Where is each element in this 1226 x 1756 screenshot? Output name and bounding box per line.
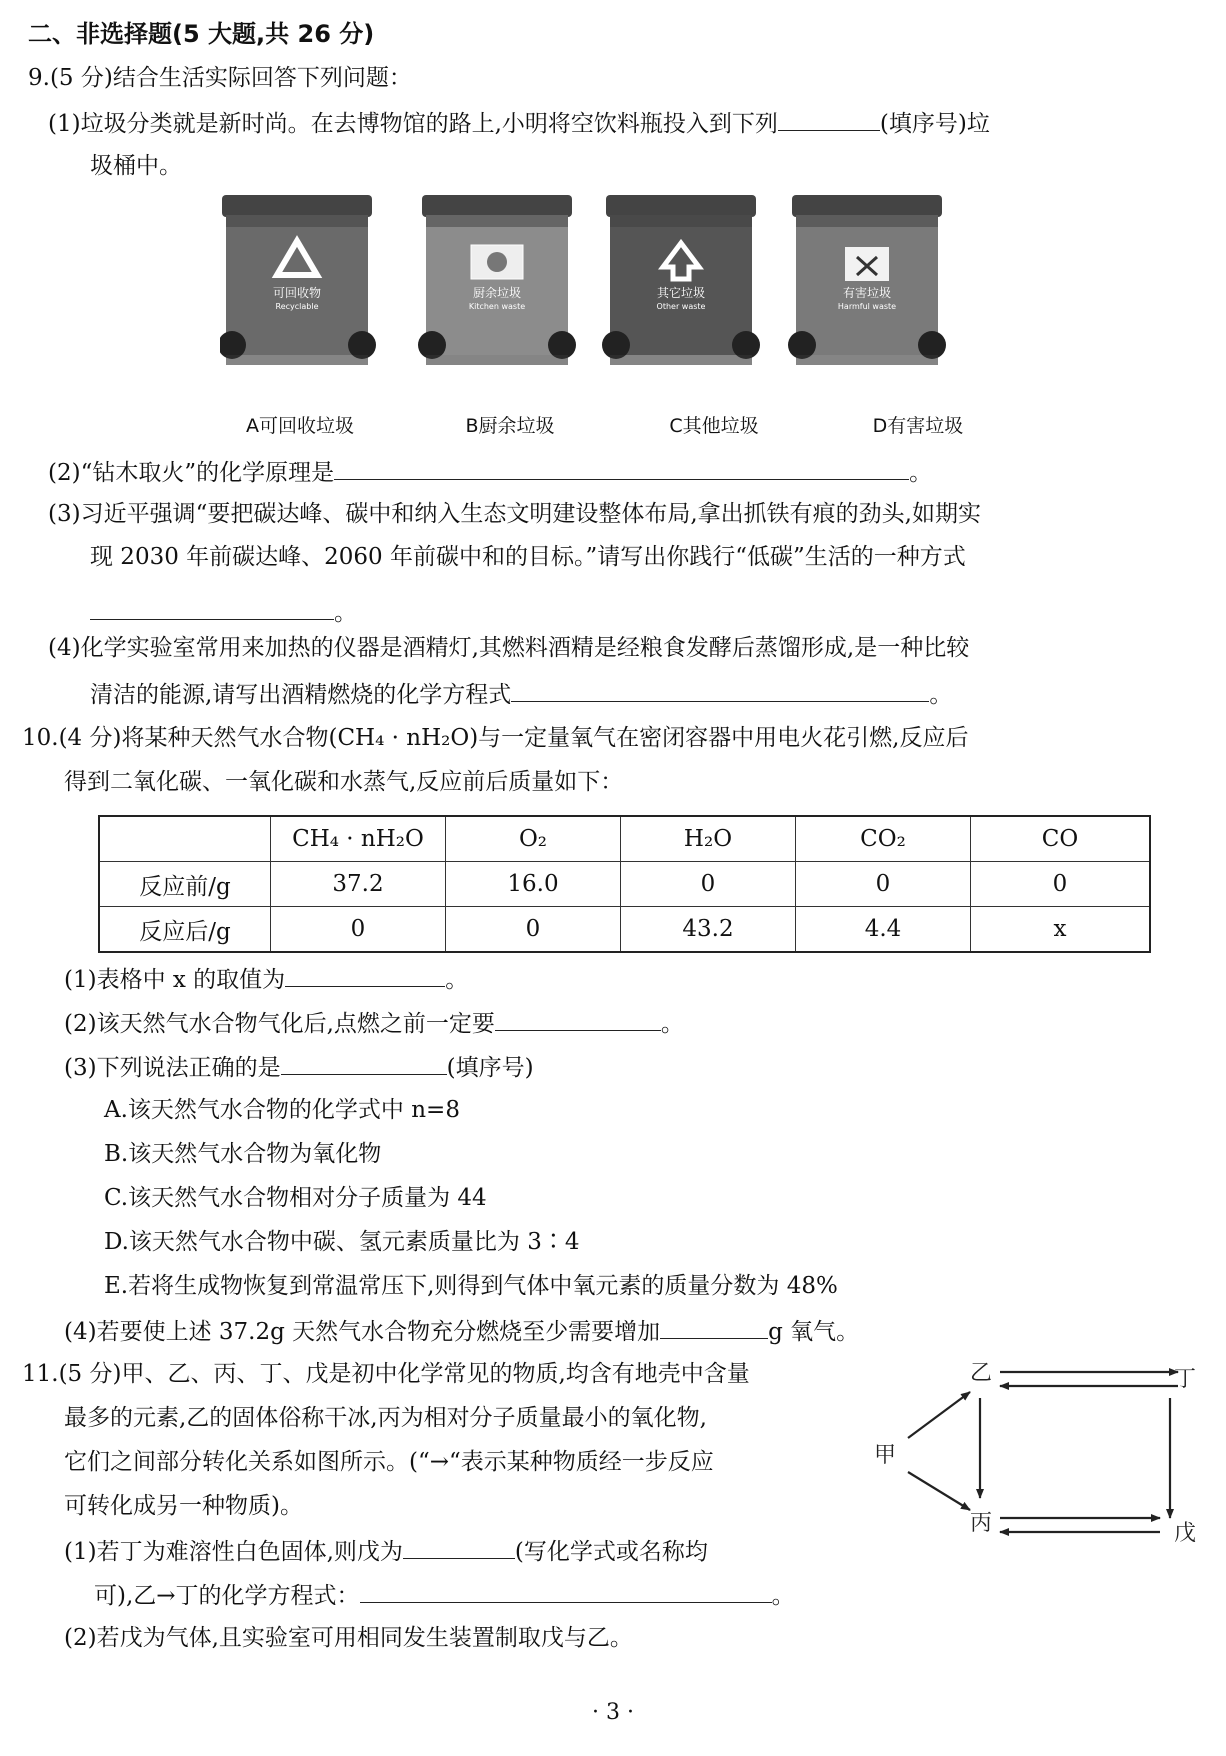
table-cell: 16.0 (446, 862, 621, 907)
table-cell: 0 (271, 907, 446, 953)
node-yi: 乙 (970, 1361, 993, 1386)
punct: 。 (445, 967, 469, 993)
option-a: A.该天然气水合物的化学式中 n=8 (104, 1097, 460, 1123)
q9-part1 (48, 106, 990, 140)
option-d: D.该天然气水合物中碳、氢元素质量比为 3∶4 (104, 1229, 580, 1255)
table-cell: 0 (446, 907, 621, 953)
q11-part2: (2)若戊为气体,且实验室可用相同发生装置制取戊与乙。 (64, 1625, 633, 1651)
option-c: C.该天然气水合物相对分子质量为 44 (104, 1185, 487, 1211)
node-bing: 丙 (970, 1511, 993, 1536)
q11-stem-line2: 最多的元素,乙的固体俗称干冰,丙为相对分子质量最小的氧化物, (64, 1405, 707, 1431)
q11-part1-text: (1)若丁为难溶性白色固体,则戊为 (64, 1539, 403, 1565)
q11-part1-line1 (64, 1534, 708, 1568)
table-cell: 37.2 (271, 862, 446, 907)
bin-sign-text: 其它垃圾 (656, 286, 706, 300)
table-header-cell: CH₄ · nH₂O (271, 816, 446, 862)
q11-stem-line1: 11.(5 分)甲、乙、丙、丁、戊是初中化学常见的物质,均含有地壳中含量 (22, 1361, 750, 1387)
answer-blank[interactable] (90, 595, 334, 620)
answer-blank[interactable] (403, 1534, 515, 1559)
q10-part1-text: (1)表格中 x 的取值为 (64, 967, 286, 993)
q9-part1-text: (1)垃圾分类就是新时尚。在去博物馆的路上,小明将空饮料瓶投入到下列 (48, 111, 778, 137)
bin-sign-text-en: Harmful waste (837, 302, 897, 311)
harmful-waste-icon (845, 247, 889, 281)
node-wu: 戊 (1174, 1521, 1197, 1546)
arrow-jia-to-bing (908, 1472, 970, 1510)
bin-sign-text-en: Recyclable (275, 302, 319, 311)
reaction-mass-table (98, 815, 1151, 953)
bin-sign-text-en: Other waste (656, 302, 706, 311)
q9-part3-line3 (90, 595, 357, 629)
table-row (99, 907, 1150, 953)
garbage-bin-d (788, 195, 946, 365)
q10-part4-unit: g 氧气。 (768, 1319, 860, 1345)
bin-sign-text: 厨余垃圾 (472, 286, 522, 300)
table-cell: 反应后/g (99, 907, 271, 953)
garbage-bin-b (418, 195, 576, 365)
table-header-cell: CO₂ (796, 816, 971, 862)
q11-part1-hint: (写化学式或名称均 (514, 1539, 708, 1565)
q9-part4-line1: (4)化学实验室常用来加热的仪器是酒精灯,其燃料酒精是经粮食发酵后蒸馏形成,是一种比较 (48, 635, 970, 661)
table-header-cell: O₂ (446, 816, 621, 862)
q9-part4-line2 (90, 677, 952, 711)
table-header-cell (99, 816, 271, 862)
q10-part4-text: (4)若要使上述 37.2g 天然气水合物充分燃烧至少需要增加 (64, 1319, 661, 1345)
table-row (99, 862, 1150, 907)
punct: 。 (771, 1583, 795, 1609)
answer-blank[interactable] (281, 1050, 447, 1075)
bin-label-b: B厨余垃圾 (465, 415, 555, 437)
table-cell: 0 (621, 862, 796, 907)
q10-part3-hint: (填序号) (446, 1055, 534, 1081)
table-cell: 4.4 (796, 907, 971, 953)
bin-sign-text-en: Kitchen waste (468, 302, 526, 311)
option-e: E.若将生成物恢复到常温常压下,则得到气体中氧元素的质量分数为 48% (104, 1273, 838, 1299)
answer-blank[interactable] (360, 1578, 772, 1603)
node-ding: 丁 (1174, 1367, 1197, 1392)
q10-stem-line2: 得到二氧化碳、一氧化碳和水蒸气,反应前后质量如下： (64, 769, 624, 795)
answer-blank[interactable] (285, 962, 445, 987)
bin-label-c: C其他垃圾 (669, 415, 759, 437)
table-header-row (99, 816, 1150, 862)
garbage-bin-a (220, 195, 376, 365)
q11-part1-line2 (94, 1578, 795, 1612)
q9-part3-line2: 现 2030 年前碳达峰、2060 年前碳中和的目标。”请写出你践行“低碳”生活的一种方式 (90, 544, 966, 570)
table-cell: 43.2 (621, 907, 796, 953)
punct: 。 (660, 1011, 684, 1037)
q10-part3 (64, 1050, 534, 1084)
answer-blank[interactable] (778, 106, 880, 131)
table-cell: 0 (796, 862, 971, 907)
bin-sign-text: 有害垃圾 (842, 286, 892, 300)
q9-part3-line1: (3)习近平强调“要把碳达峰、碳中和纳入生态文明建设整体布局,拿出抓铁有痕的劲头,如期实 (48, 501, 981, 527)
q9-part2-text: (2)“钻木取火”的化学原理是 (48, 460, 335, 486)
q10-part1 (64, 962, 468, 996)
q10-part4 (64, 1314, 859, 1348)
answer-blank[interactable] (334, 455, 909, 480)
q9-stem: 9.(5 分)结合生活实际回答下列问题： (28, 65, 412, 91)
answer-blank[interactable] (511, 677, 929, 702)
q9-part1-cont: 圾桶中。 (90, 153, 182, 179)
node-jia: 甲 (874, 1443, 897, 1468)
arrow-jia-to-yi (908, 1392, 970, 1438)
punct: 。 (909, 460, 933, 486)
q11-stem-line4: 可转化成另一种物质)。 (64, 1493, 303, 1519)
answer-blank[interactable] (495, 1006, 661, 1031)
bin-label-a: A可回收垃圾 (246, 415, 354, 437)
q11-part1-eq-text: 可),乙→丁的化学方程式： (94, 1583, 360, 1609)
q9-part4-text: 清洁的能源,请写出酒精燃烧的化学方程式 (90, 682, 512, 708)
table-cell: x (971, 907, 1151, 953)
substance-relation-diagram (870, 1350, 1200, 1560)
q10-part2-text: (2)该天然气水合物气化后,点燃之前一定要 (64, 1011, 495, 1037)
garbage-bin-c (602, 195, 760, 365)
section-title: 二、非选择题(5 大题,共 26 分) (28, 20, 375, 48)
option-b: B.该天然气水合物为氧化物 (104, 1141, 382, 1167)
kitchen-waste-icon (471, 245, 523, 279)
q9-part1-text-b: (填序号)垃 (879, 111, 990, 137)
q10-stem-line1: 10.(4 分)将某种天然气水合物(CH₄ · nH₂O)与一定量氧气在密闭容器中用电火花引燃,反应后 (22, 725, 969, 751)
page-number: · 3 · (592, 1700, 634, 1725)
answer-blank[interactable] (660, 1314, 768, 1339)
punct: 。 (929, 682, 953, 708)
table-cell: 0 (971, 862, 1151, 907)
q10-part3-text: (3)下列说法正确的是 (64, 1055, 281, 1081)
garbage-bins-figure (220, 195, 1050, 405)
bin-label-d: D有害垃圾 (872, 415, 964, 437)
bin-sign-text: 可回收物 (272, 286, 322, 300)
punct: 。 (334, 600, 357, 626)
table-header-cell: H₂O (621, 816, 796, 862)
q11-stem-line3: 它们之间部分转化关系如图所示。(“→“表示某种物质经一步反应 (64, 1449, 714, 1475)
table-header-cell: CO (971, 816, 1151, 862)
q10-part2 (64, 1006, 684, 1040)
table-cell: 反应前/g (99, 862, 271, 907)
q9-part2 (48, 455, 932, 489)
